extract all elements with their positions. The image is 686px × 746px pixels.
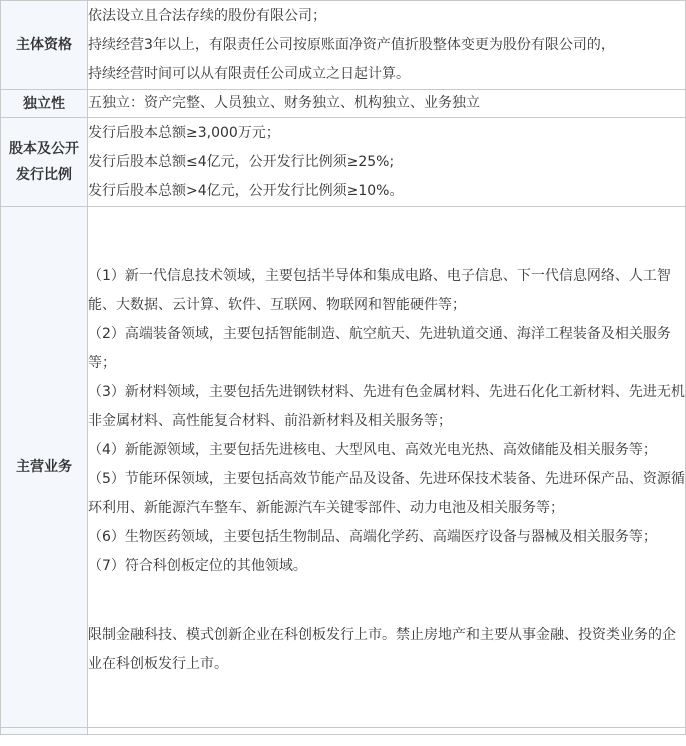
business-item: （2）高端装备领域，主要包括智能制造、航空航天、先进轨道交通、海洋工程装备及相关服务等； bbox=[88, 325, 671, 371]
capital-line: 发行后股本总额≥3,000万元； bbox=[88, 124, 280, 141]
trailing-label-cell bbox=[1, 728, 88, 735]
business-item: （3）新材料领域，主要包括先进钢铁材料、先进有色金属材料、先进石化化工新材料、先进无机非金属材料、高性能复合材料、前沿新材料及相关服务等； bbox=[88, 383, 685, 429]
subject-line: 依法设立且合法存续的股份有限公司； bbox=[88, 7, 326, 24]
subject-line: 持续经营时间可以从有限责任公司成立之日起计算。 bbox=[88, 65, 410, 82]
business-item: （7）符合科创板定位的其他领域。 bbox=[88, 557, 307, 574]
label-independence: 独立性 bbox=[1, 90, 88, 118]
capital-line: 发行后股本总额≤4亿元，公开发行比例须≥25%; bbox=[88, 153, 395, 170]
label-subject-qualification: 主体资格 bbox=[1, 1, 88, 90]
trailing-content-cell bbox=[88, 728, 686, 735]
subject-line: 持续经营3年以上，有限责任公司按原账面净资产值折股整体变更为股份有限公司的， bbox=[88, 36, 615, 53]
business-item: （6）生物医药领域，主要包括生物制品、高端化学药、高端医疗设备与器械及相关服务等； bbox=[88, 528, 657, 545]
business-item: （1）新一代信息技术领域，主要包括半导体和集成电路、电子信息、下一代信息网络、人工智能、大数据、云计算、软件、互联网、物联网和智能硬件等； bbox=[88, 267, 671, 313]
spacer bbox=[88, 581, 685, 621]
business-item: （5）节能环保领域，主要包括高效节能产品及设备、先进环保技术装备、先进环保产品、资源循环利用、新能源汽车整车、新能源汽车关键零部件、动力电池及相关服务等； bbox=[88, 470, 685, 516]
content-capital-issuance bbox=[88, 118, 686, 207]
business-item: （4）新能源领域，主要包括先进核电、大型风电、高效光电光热、高效储能及相关服务等； bbox=[88, 441, 657, 458]
row-independence bbox=[1, 90, 686, 118]
label-capital-line: 发行比例 bbox=[16, 167, 72, 183]
label-capital-issuance bbox=[1, 118, 88, 207]
content-subject-qualification bbox=[88, 1, 686, 90]
business-restriction: 限制金融科技、模式创新企业在科创板发行上市。禁止房地产和主要从事金融、投资类业务的企业在科创板发行上市。 bbox=[88, 626, 676, 672]
label-main-business: 主营业务 bbox=[1, 207, 88, 728]
row-capital-issuance bbox=[1, 118, 686, 207]
content-independence: 五独立：资产完整、人员独立、财务独立、机构独立、业务独立 bbox=[88, 90, 686, 118]
row-trailing bbox=[1, 728, 686, 735]
content-main-business bbox=[88, 207, 686, 728]
capital-line: 发行后股本总额>4亿元，公开发行比例须≥10%。 bbox=[88, 182, 404, 199]
label-capital-line: 股本及公开 bbox=[9, 141, 79, 157]
row-main-business bbox=[1, 207, 686, 728]
row-subject-qualification bbox=[1, 1, 686, 90]
